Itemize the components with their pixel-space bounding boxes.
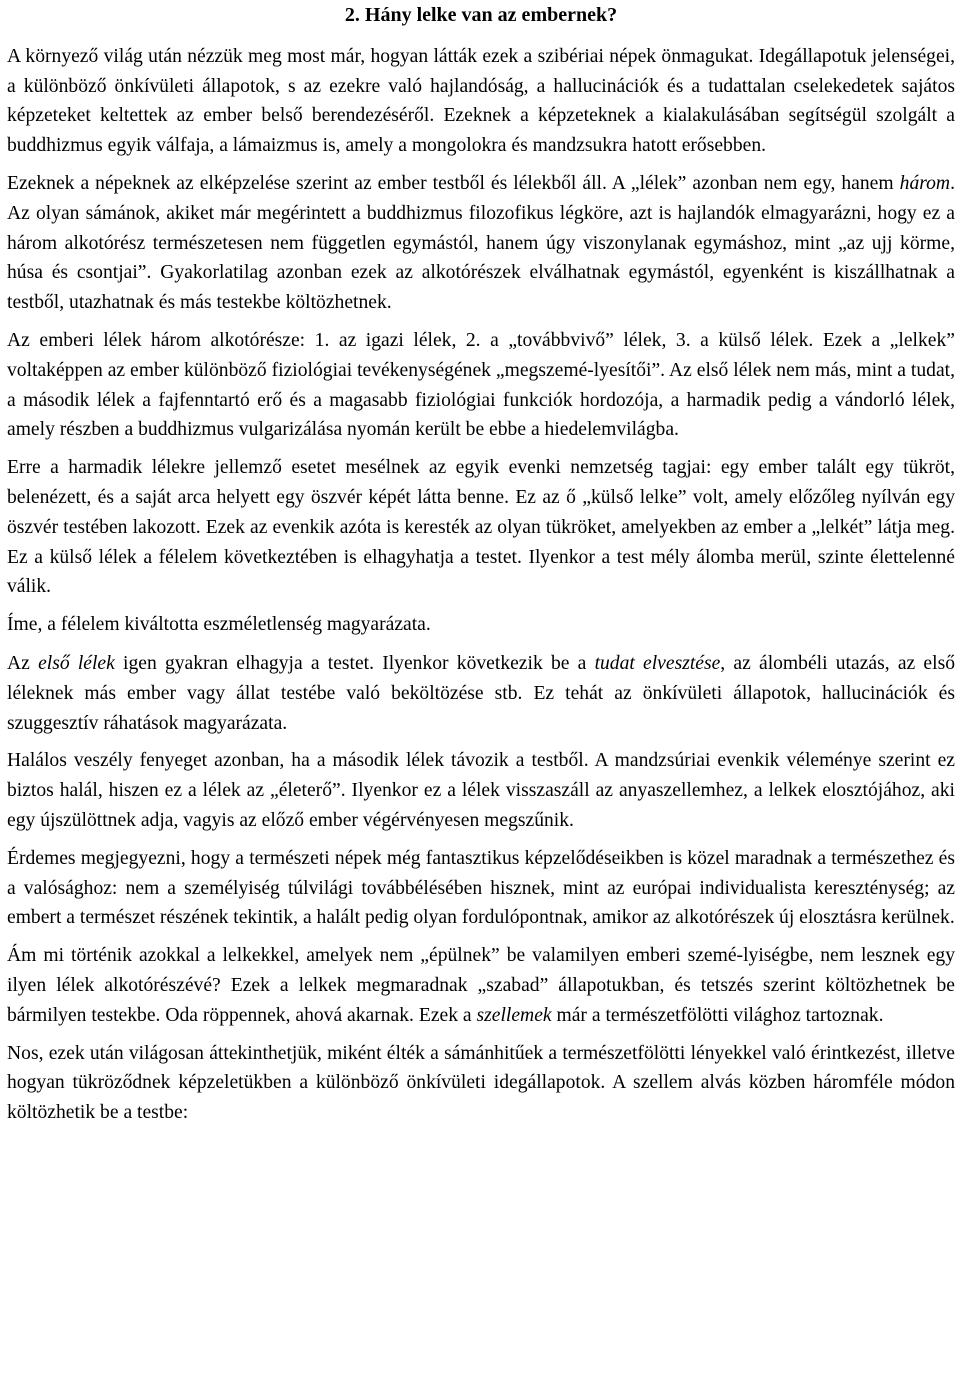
text-run: Ezeknek a népeknek az elképzelése szerint az ember testből és lélekből áll. A „lélek” azonban nem egy, hanem xyxy=(7,172,900,194)
section-title: 2. Hány lelke van az embernek? xyxy=(344,4,618,26)
text-run: , az álombéli utazás, az első léleknek más ember vagy állat testébe való beköltözése stb. Ez tehát az önkívületi állapotok, hallucinációk és szuggesztív ráhatások magyarázata. xyxy=(7,652,955,734)
document-page xyxy=(7,0,955,1136)
paragraph xyxy=(7,746,955,835)
italic-text: tudat elvesztése xyxy=(594,652,721,674)
text-run: igen gyakran elhagyja a testet. Ilyenkor következik be a xyxy=(114,652,595,674)
paragraph xyxy=(7,42,955,161)
text-run: Ám mi történik azokkal a lelkekkel, amelyek nem „épülnek” be valamilyen emberi szemé-lyiségbe, nem lesznek egy ilyen lélek alkotórészévé? Ezek a lelkek megmaradnak „szabad” állapotukban, és tetszés szerint költözhetnek be bármilyen testekbe. Oda röppennek, ahová akarnak. Ezek a xyxy=(7,945,955,1026)
text-run: Érdemes megjegyezni, hogy a természeti népek még fantasztikus képzelődéseikben is közel maradnak a természethez és a valósághoz: nem a személyiség túlvilági továbbélésében hisznek, mint az európai individualista kereszténység; az embert a természet részének tekintik, a halált pedig olyan fordulópontnak, amikor az alkotórészek új elosztásra kerülnek. xyxy=(7,847,955,929)
document-body xyxy=(7,42,955,1128)
italic-text: első lélek xyxy=(38,652,115,674)
text-run: már a természetfölötti világhoz tartoznak. xyxy=(551,1004,884,1026)
text-run: Az emberi lélek három alkotórésze: 1. az igazi lélek, 2. a „továbbvivő” lélek, 3. a külső lélek. Ezek a „lelkek” voltaképpen az ember különböző fiziológiai tevékenységének „megszemé-lyesítői”. Az első lélek nem más, mint a tudat, a második lélek a fajfenntartó erő és a magasabb fiziológiai funkciók hordozója, a harmadik pedig a vándorló lélek, amely részben a buddhizmus vulgarizálása nyomán került be ebbe a hiedelemvilágba. xyxy=(7,329,955,441)
paragraph xyxy=(7,610,955,640)
text-run: Erre a harmadik lélekre jellemző esetet mesélnek az egyik evenki nemzetség tagjai: egy ember talált egy tükröt, belenézett, és a saját arca helyett egy öszvér képét látta benne. Ez az ő „külső lelke” volt, amely előzőleg nyílván egy öszvér testében lakozott. Ezek az evenkik azóta is keresték az olyan tükröket, amelyekben az ember a „lelkét” látja meg. Ez a külső lélek a félelem következtében is elhagyhatja a testet. Ilyenkor a test mély álomba merül, szinte élettelenné válik. xyxy=(7,457,955,598)
paragraph xyxy=(7,844,955,933)
paragraph xyxy=(7,326,955,445)
text-run: Az xyxy=(7,652,39,674)
paragraph xyxy=(7,941,955,1030)
paragraph xyxy=(7,169,955,318)
text-run: A környező világ után nézzük meg most már, hogyan látták ezek a szibériai népek önmagukat. Idegállapotuk jelenségei, a különböző önkívületi állapotok, s az ezekre való hajlandóság, a hallucinációk és a tudattalan cselekedetek sajátos képzeteket keltettek az ember belső berendezéséről. Ezeknek a képzeteknek a kialakulásában segítségül szolgált a buddhizmus egyik válfaja, a lámaizmus is, amely a mongolokra és mandzsukra hatott erősebben. xyxy=(7,45,955,157)
italic-text: szellemek xyxy=(476,1004,552,1026)
paragraph xyxy=(7,453,955,602)
text-run: . Az olyan sámánok, akiket már megérintett a buddhizmus filozofikus légköre, azt is hajlandók elmagyarázni, hogy ez a három alkotórész természetesen nem független egymástól, hanem úgy viszonylanak egymáshoz, mint „az ujj körme, húsa és csontjai”. Gyakorlatilag azonban ezek az alkotórészek elválhatnak egymástól, egyenként is kiszállhatnak a testből, utazhatnak és más testekbe költözhetnek. xyxy=(7,172,955,314)
text-run: Nos, ezek után világosan áttekinthetjük, miként élték a sámánhitűek a természetfölötti lényekkel való érintkezést, illetve hogyan tükröződnek képzeletükben a különböző önkívületi idegállapotok. A szellem alvás közben háromféle módon költözhetik be a testbe: xyxy=(7,1042,955,1124)
text-run: Halálos veszély fenyeget azonban, ha a második lélek távozik a testből. A mandzsúriai evenkik véleménye szerint ez biztos halál, hiszen ez a lélek az „életerő”. Ilyenkor ez a lélek visszaszáll az anyaszellemhez, a lelkek elosztójához, aki egy újszülöttnek adja, vagyis az előző ember végérvényesen megszűnik. xyxy=(7,750,955,831)
text-run: Íme, a félelem kiváltotta eszméletlenség magyarázata. xyxy=(7,614,431,636)
paragraph xyxy=(7,1039,955,1128)
italic-text: három xyxy=(899,172,951,194)
paragraph xyxy=(7,649,955,738)
